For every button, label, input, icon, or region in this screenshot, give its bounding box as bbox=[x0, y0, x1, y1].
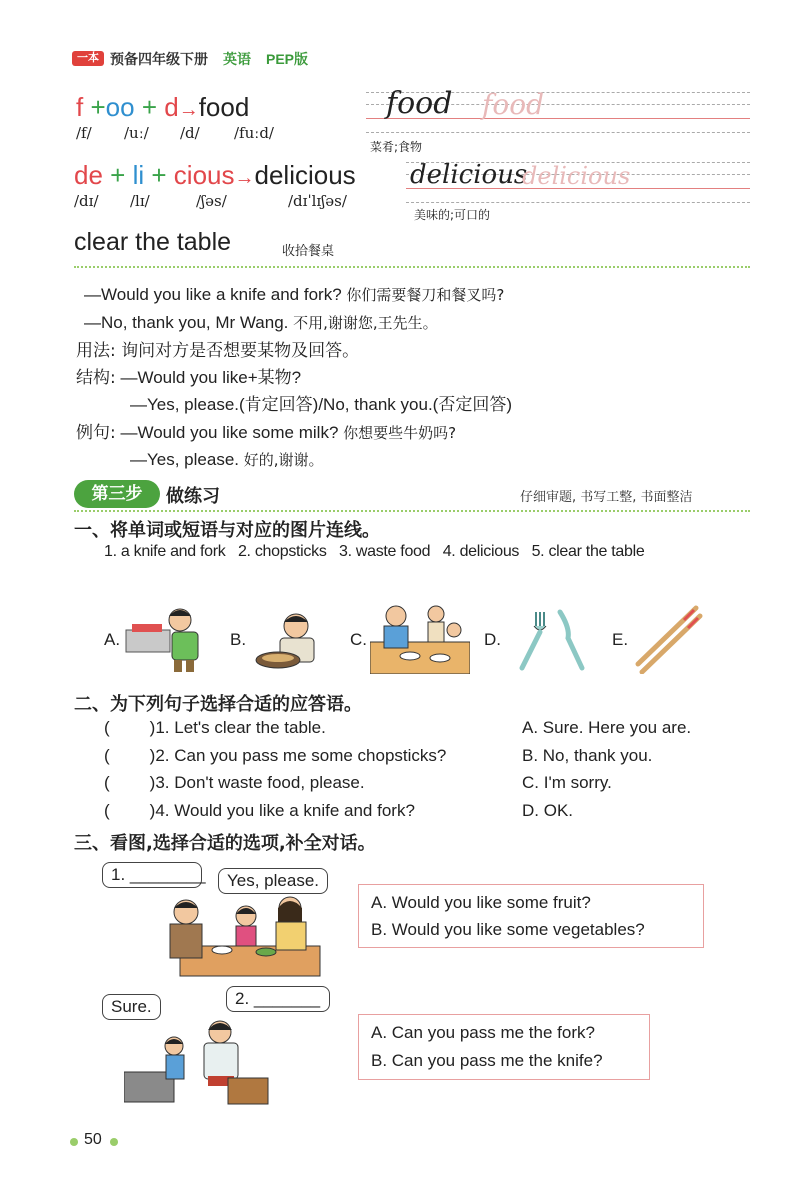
options-box bbox=[358, 1014, 650, 1080]
example bbox=[76, 422, 456, 444]
answer-paren-close: ) bbox=[149, 718, 156, 737]
writing-lines bbox=[366, 86, 750, 134]
word-item: 4. delicious bbox=[442, 543, 520, 560]
step-badge: 第三步 bbox=[74, 480, 160, 508]
phrase: clear the table bbox=[74, 228, 232, 256]
ipa: /f/ bbox=[76, 124, 92, 142]
brand-logo: 一本 bbox=[72, 51, 104, 66]
speech-bubble: Sure. bbox=[102, 994, 161, 1020]
dialogue-question-cn: 你们需要餐刀和餐叉吗? bbox=[346, 286, 505, 304]
structure-label: 结构: bbox=[76, 368, 116, 388]
book-edition: PEP版 bbox=[266, 51, 309, 67]
pic-label: C. bbox=[350, 630, 367, 649]
speech-bubble-blank-2[interactable]: 2. _______ bbox=[226, 986, 330, 1012]
trace-word: food bbox=[482, 88, 545, 121]
usage bbox=[76, 340, 359, 362]
phonics-part: cious bbox=[173, 160, 235, 190]
dialogue-question bbox=[84, 284, 504, 306]
question-text: 2. Can you pass me some chopsticks? bbox=[155, 746, 447, 765]
phonics-plus: + bbox=[151, 160, 167, 190]
option[interactable]: B. Would you like some vegetables? bbox=[371, 920, 645, 939]
example-cn: 好的,谢谢。 bbox=[243, 451, 324, 469]
structure bbox=[76, 367, 301, 389]
phonics-delicious bbox=[74, 160, 356, 193]
phonics-plus: + bbox=[110, 160, 126, 190]
question-row bbox=[104, 746, 446, 766]
word-meaning: 菜肴;食物 bbox=[370, 140, 423, 154]
word-item: 3. waste food bbox=[338, 543, 431, 560]
speech-bubble-blank-1[interactable]: 1. ________ bbox=[102, 862, 202, 888]
page-dot bbox=[110, 1138, 118, 1146]
family-at-table-picture bbox=[156, 894, 328, 978]
ipa: /d/ bbox=[180, 124, 200, 142]
usage-label: 用法: bbox=[76, 341, 116, 361]
step-tip: 仔细审题, 书写工整, 书面整洁 bbox=[520, 490, 693, 505]
ipa: /lɪ/ bbox=[130, 192, 150, 210]
writing-lines bbox=[406, 162, 750, 204]
trace-word: delicious bbox=[522, 162, 631, 190]
answer-paren-close: ) bbox=[149, 773, 156, 792]
arrow-icon: → bbox=[178, 99, 199, 121]
pic-label: B. bbox=[230, 630, 247, 649]
exercise-1-items bbox=[104, 543, 644, 561]
step-title: 做练习 bbox=[166, 486, 220, 507]
question-text: 3. Don't waste food, please. bbox=[155, 773, 365, 792]
book-subject: 英语 bbox=[223, 52, 251, 68]
phonics-part: f bbox=[76, 92, 84, 122]
example-en: —Would you like some milk? bbox=[120, 423, 339, 442]
word-item: 2. chopsticks bbox=[237, 543, 327, 560]
ipa: /fuːd/ bbox=[234, 124, 274, 142]
word-item: 5. clear the table bbox=[531, 543, 645, 560]
example-en: —Yes, please. bbox=[130, 450, 239, 469]
exercise-1-title: 一、将单词或短语与对应的图片连线。 bbox=[74, 520, 380, 541]
example-cn: 你想要些牛奶吗? bbox=[343, 424, 457, 442]
family-dinner-picture bbox=[370, 602, 470, 674]
pic-label: A. bbox=[104, 630, 121, 649]
option[interactable]: A. Can you pass me the fork? bbox=[371, 1023, 595, 1042]
mother-and-son-kitchen-picture bbox=[124, 1016, 274, 1106]
phonics-word: delicious bbox=[254, 160, 356, 190]
pic-label: D. bbox=[484, 630, 501, 649]
option[interactable]: A. Would you like some fruit? bbox=[371, 893, 591, 912]
book-grade: 预备四年级下册 bbox=[110, 52, 208, 68]
divider bbox=[74, 266, 750, 268]
divider bbox=[74, 510, 750, 512]
answer-paren-close: ) bbox=[149, 801, 156, 820]
page-number: 50 bbox=[84, 1131, 102, 1148]
exercise-2-title: 二、为下列句子选择合适的应答语。 bbox=[74, 694, 362, 715]
boy-eating-picture bbox=[254, 608, 330, 676]
ipa: /uː/ bbox=[124, 124, 149, 142]
word-meaning: 美味的;可口的 bbox=[414, 208, 491, 222]
answer-option: C. I'm sorry. bbox=[522, 773, 612, 792]
answer-paren-open[interactable]: ( bbox=[104, 718, 110, 737]
phonics-part: oo bbox=[105, 92, 135, 122]
speech-bubble: Yes, please. bbox=[218, 868, 328, 894]
phonics-part: d bbox=[164, 92, 179, 122]
arrow-icon: → bbox=[234, 167, 255, 189]
phonics-plus: + bbox=[141, 92, 157, 122]
answer-option: A. Sure. Here you are. bbox=[522, 718, 692, 737]
page-dot bbox=[70, 1138, 78, 1146]
word-item: 1. a knife and fork bbox=[104, 543, 226, 560]
question-row bbox=[104, 773, 365, 793]
answer-option: B. No, thank you. bbox=[522, 746, 653, 765]
knife-and-fork-picture bbox=[512, 608, 588, 672]
question-row bbox=[104, 718, 326, 738]
options-box bbox=[358, 884, 704, 948]
question-text: 4. Would you like a knife and fork? bbox=[155, 801, 415, 820]
usage-text: 询问对方是否想要某物及回答。 bbox=[121, 341, 360, 361]
boy-clearing-table-picture bbox=[122, 604, 214, 674]
question-row bbox=[104, 801, 415, 821]
ipa: /dɪ/ bbox=[74, 192, 99, 210]
phonics-plus: + bbox=[90, 92, 106, 122]
phonics-part: de bbox=[74, 160, 103, 190]
dialogue-question-en: —Would you like a knife and fork? bbox=[84, 285, 342, 304]
pic-label: E. bbox=[612, 630, 629, 649]
dialogue-answer-cn: 不用,谢谢您,王先生。 bbox=[293, 314, 438, 332]
answer-option: D. OK. bbox=[522, 801, 574, 820]
structure-line: —Would you like+某物? bbox=[120, 368, 302, 387]
answer-paren-open[interactable]: ( bbox=[104, 746, 110, 765]
question-text: 1. Let's clear the table. bbox=[155, 718, 326, 737]
phrase-meaning: 收拾餐桌 bbox=[282, 244, 335, 259]
dialogue-answer bbox=[84, 312, 438, 334]
answer-paren-open[interactable]: ( bbox=[104, 773, 110, 792]
exercise-3-title: 三、看图,选择合适的选项,补全对话。 bbox=[74, 833, 376, 854]
chopsticks-picture bbox=[632, 604, 704, 674]
phonics-part: li bbox=[132, 160, 145, 190]
ipa: /ʃəs/ bbox=[196, 192, 227, 210]
phonics-food bbox=[76, 92, 249, 125]
option[interactable]: B. Can you pass me the knife? bbox=[371, 1051, 603, 1070]
phonics-word: food bbox=[198, 92, 250, 122]
answer-paren-open[interactable]: ( bbox=[104, 801, 110, 820]
cursive-word: food bbox=[386, 86, 453, 121]
ipa: /dɪˈlɪʃəs/ bbox=[288, 192, 347, 210]
cursive-word: delicious bbox=[410, 160, 528, 190]
example bbox=[130, 449, 324, 471]
dialogue-answer-en: —No, thank you, Mr Wang. bbox=[84, 313, 289, 332]
answer-paren-close: ) bbox=[149, 746, 156, 765]
structure-line: —Yes, please.(肯定回答)/No, thank you.(否定回答) bbox=[130, 395, 512, 414]
example-label: 例句: bbox=[76, 423, 116, 443]
